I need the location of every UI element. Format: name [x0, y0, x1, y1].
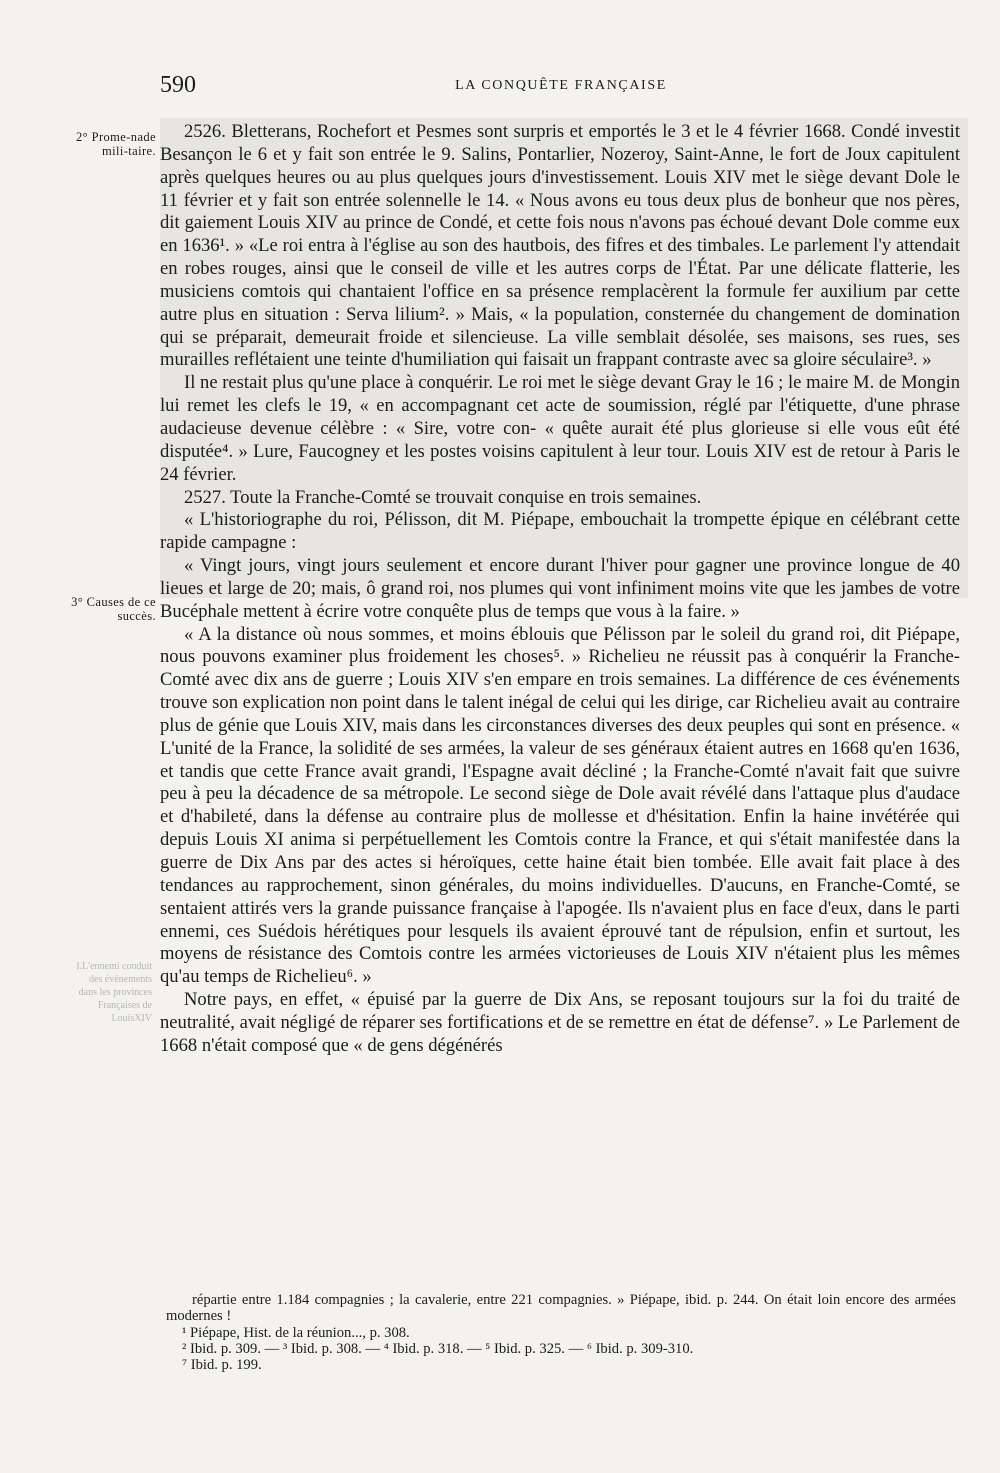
footnote-2-6: ² Ibid. p. 309. — ³ Ibid. p. 308. — ⁴ Ibid. p. 318. — ⁵ Ibid. p. 325. — ⁶ Ibid. p. 309-310.: [182, 1340, 694, 1357]
page-number: 590: [160, 72, 196, 98]
main-text: [160, 121, 960, 1058]
footnotes: [166, 1292, 956, 1373]
margin-note-promenade: 2° Prome-nade mili-taire.: [76, 130, 156, 158]
footnote-1: ¹ Piépape, Hist. de la réunion..., p. 308.: [182, 1324, 410, 1341]
paragraph-2526: 2526. Bletterans, Rochefort et Pesmes sont surpris et emportés le 3 et le 4 février 1668. Condé investit Besançon le 6 et y fait son entrée le 9. Salins, Pontarlier, Nozeroy, Saint-Anne, le fort de Joux capitulent après quelques heures ou au plus quelques jours d'investissement. Louis XIV met le siège devant Dole le 11 février et y fait son entrée solennelle le 14. « Nous avons eu tous deux plus de bonheur que nos pères, dit gaiement Louis XIV au prince de Condé, et cette fois nous n'avons pas échoué devant Dole comme eux en 1636¹. » «Le roi entra à l'église au son des hautbois, des fifres et des timbales. Le parlement l'y attendait en robes rouges, ainsi que le conseil de ville et les autres corps de l'État. Par une délicate flatterie, les musiciens comtois qui chantaient l'office en sa présence remplacèrent la formule fer auxilium par cette autre plus en situation : Serva lilium². » Mais, « la population, consternée du changement de domination qui se préparait, demeurait froide et silencieuse. La ville semblait désolée, ses maisons, ses rues, ses murailles reflétaient une teinte d'humiliation qui faisait un frappant contraste avec sa gloire séculaire³. »: [160, 121, 960, 371]
paragraph-gray: Il ne restait plus qu'une place à conquérir. Le roi met le siège devant Gray le 16 ; le maire M. de Mongin lui remet les clefs le 19, « en accompagnant cet acte de soumission, réglé par l'étiquette, d'une phrase audacieuse devenue célèbre : « Sire, votre con- « quête aurait été plus glorieuse si elle vous eût été disputée⁴. » Lure, Faucogney et les postes voisins capitulent à leur tour. Louis XIV est de retour à Paris le 24 février.: [160, 372, 960, 485]
show-through-margin-text: I.L'ennemi conduit des événements dans les provinces Françaises de LouisXIV: [76, 961, 152, 1024]
footnote-continuation: répartie entre 1.184 compagnies ; la cavalerie, entre 221 compagnies. » Piépape, ibid. p. 244. On était loin encore des armées modernes !: [166, 1292, 956, 1325]
paragraph-notre-pays: Notre pays, en effet, « épuisé par la guerre de Dix Ans, se reposant toujours sur la foi du traité de neutralité, avait négligé de réparer ses fortifications et de se remettre en état de défense⁷. » Le Parlement de 1668 n'était composé que « de gens dégénérés: [160, 989, 960, 1056]
page-header: [158, 72, 964, 102]
footnote-7: ⁷ Ibid. p. 199.: [182, 1357, 262, 1374]
paragraph-vingt-jours: « Vingt jours, vingt jours seulement et encore durant l'hiver pour gagner une province longue de 40 lieues et large de 20; mais, ô grand roi, nos plumes qui vont infiniment moins vite que les jambes de votre Bucéphale mettent à écrire votre conquête plus de temps que vous à la faire. »: [160, 555, 960, 622]
paragraph-distance: « A la distance où nous sommes, et moins éblouis que Pélisson par le soleil du grand roi, dit Piépape, nous pouvons examiner plus froidement les choses⁵. » Richelieu ne réussit pas à conquérir la Franche-Comté avec dix ans de guerre ; Louis XIV s'en empare en trois semaines. La différence de ces événements trouve son explication non point dans le talent inégal de celui qui les dirige, car Richelieu avait au contraire plus de génie que Louis XIV, mais dans les circonstances diverses des deux peuples qui sont en présence. « L'unité de la France, la solidité de ses armées, la valeur de ses généraux étaient autres en 1668 qu'en 1636, et tandis que cette France avait grandi, l'Espagne avait décliné ; la Franche-Comté n'avait fait que suivre peu à peu la décadence de sa métropole. Le second siège de Dole avait révélé dans l'attaque plus d'audace et d'habileté, dans la défense au contraire plus de mollesse et d'hésitation. Enfin la haine invétérée qui depuis Louis XI anima si perpétuellement les Comtois contre la France, et qui s'était manifestée dans la guerre de Dix Ans par des actes si héroïques, cette haine était bien tombée. Elle avait fait place à des tendances au rapprochement, sinon générales, du moins individuelles. D'aucuns, en Franche-Comté, se sentaient attirés vers la grande puissance française à l'apogée. Ils n'avaient plus en face d'eux, dans le parti ennemi, ces Suédois hérétiques pour lesquels ils avaient éprouvé tant de répulsion, enfin et surtout, les moyens de résistance des Comtois contre les armées victorieuses de Louis XIV n'étaient plus les mêmes qu'au temps de Richelieu⁶. »: [160, 623, 960, 988]
margin-note-causes: 3° Causes de ce succès.: [71, 595, 156, 623]
running-title: LA CONQUÊTE FRANÇAISE: [455, 78, 667, 93]
paragraph-2527: 2527. Toute la Franche-Comté se trouvait conquise en trois semaines.: [184, 486, 702, 508]
paragraph-pelisson: « L'historiographe du roi, Pélisson, dit M. Piépape, embouchait la trompette épique en célébrant cette rapide campagne :: [160, 509, 960, 554]
